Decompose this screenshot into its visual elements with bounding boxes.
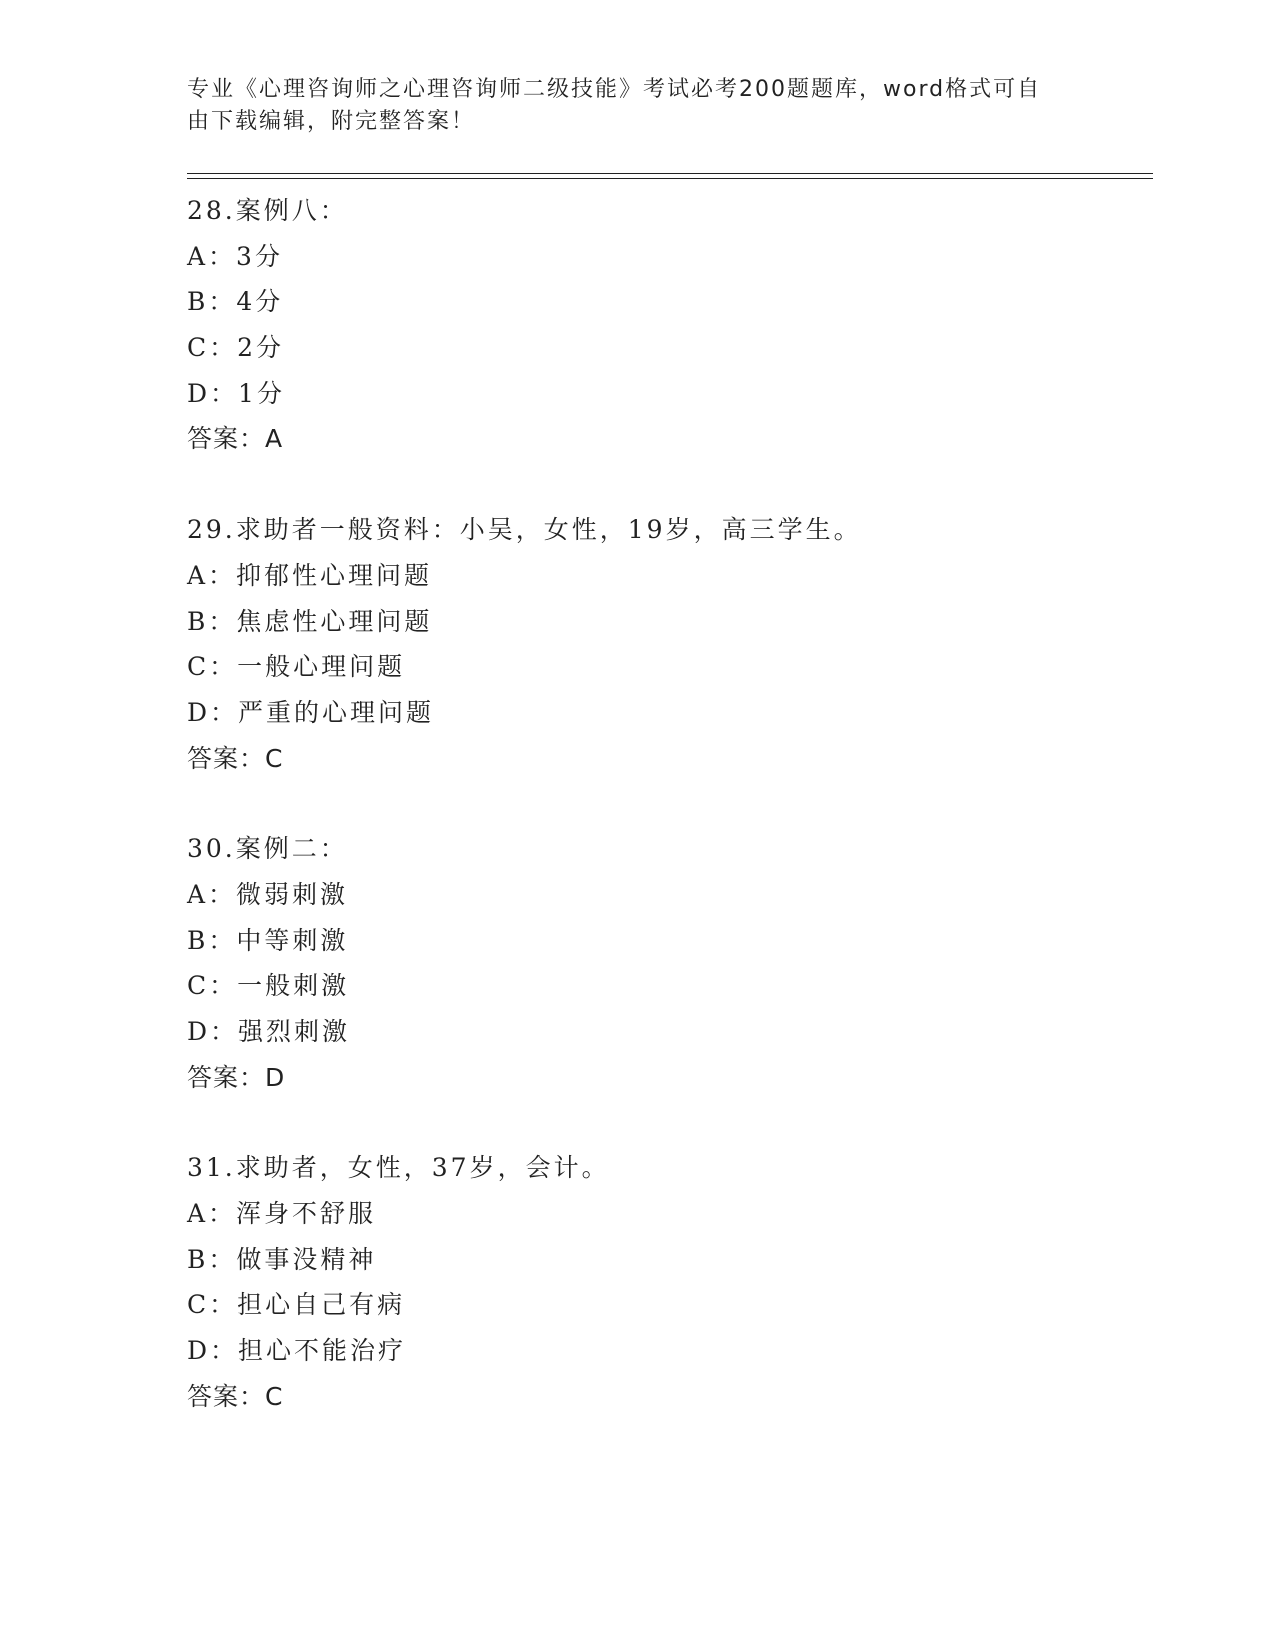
option-c: C：一般刺激: [187, 971, 350, 1001]
option-d: D：担心不能治疗: [187, 1336, 407, 1366]
question-stem: 28.案例八：: [187, 196, 348, 225]
answer: 答案：A: [187, 424, 284, 454]
option-d: D：1分: [187, 378, 285, 408]
option-c: C：2分: [187, 333, 285, 363]
question-stem: 30.案例二：: [187, 834, 348, 864]
option-a: A：3分: [187, 241, 283, 271]
option-b: B：做事没精神: [187, 1244, 377, 1274]
option-d: D：严重的心理问题: [187, 697, 435, 727]
option-b: B：中等刺激: [187, 925, 349, 955]
header-divider-top: [187, 173, 1153, 174]
question-31: [187, 1145, 1147, 1419]
question-list: [187, 188, 1147, 1465]
question-30: [187, 826, 1147, 1100]
option-c: C：一般心理问题: [187, 652, 406, 682]
document-header: [187, 74, 1067, 138]
answer: 答案：C: [187, 1381, 284, 1411]
option-d: D：强烈刺激: [187, 1017, 351, 1046]
header-divider-bottom: [187, 178, 1153, 179]
question-stem: 31.求助者，女性，37岁，会计。: [187, 1153, 610, 1183]
option-a: A：微弱刺激: [187, 879, 349, 909]
question-29: [187, 507, 1147, 781]
option-b: B：4分: [187, 287, 284, 317]
header-line-2: 由下载编辑，附完整答案！: [187, 109, 476, 134]
question-stem: 29.求助者一般资料：小吴，女性，19岁，高三学生。: [187, 515, 862, 545]
option-b: B：焦虑性心理问题: [187, 606, 433, 636]
option-a: A：浑身不舒服: [187, 1199, 377, 1229]
header-line-1: 专业《心理咨询师之心理咨询师二级技能》考试必考200题题库，word格式可自: [187, 77, 1042, 102]
answer: 答案：C: [187, 743, 284, 773]
option-a: A：抑郁性心理问题: [187, 560, 433, 590]
answer: 答案：D: [187, 1062, 286, 1092]
option-c: C：担心自己有病: [187, 1290, 406, 1320]
question-28: [187, 188, 1147, 462]
